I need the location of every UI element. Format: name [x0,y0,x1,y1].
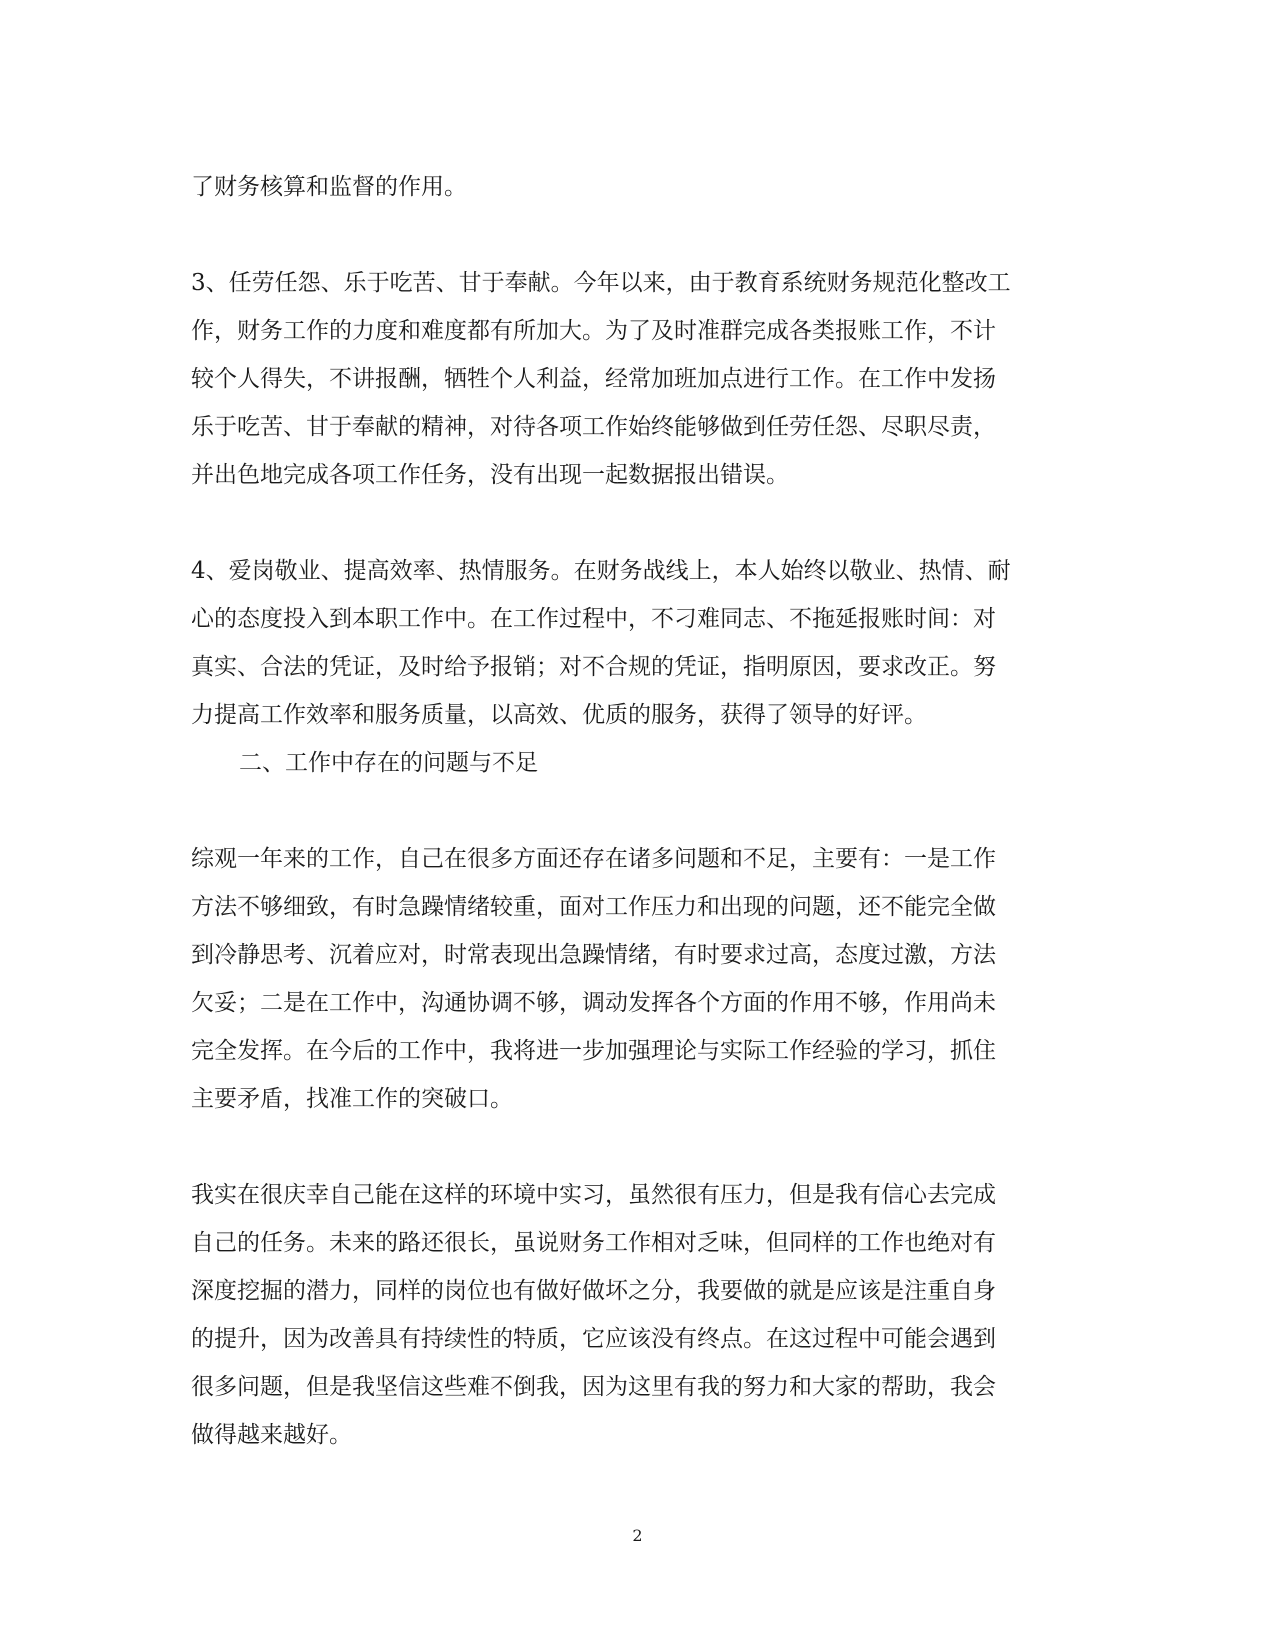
text-line: 的提升，因为改善具有持续性的特质，它应该没有终点。在这过程中可能会遇到 [191,1326,996,1352]
text-line: 我实在很庆幸自己能在这样的环境中实习，虽然很有压力，但是我有信心去完成 [191,1182,996,1208]
text-line: 力提高工作效率和服务质量，以高效、优质的服务，获得了领导的好评。 [191,702,927,728]
text-line: 方法不够细致，有时急躁情绪较重，面对工作压力和出现的问题，还不能完全做 [191,894,996,920]
text-line: 做得越来越好。 [191,1422,352,1448]
text-line: 4、爱岗敬业、提高效率、热情服务。在财务战线上，本人始终以敬业、热情、耐 [191,558,1011,584]
section-heading: 二、工作中存在的问题与不足 [239,750,538,776]
text-line: 完全发挥。在今后的工作中，我将进一步加强理论与实际工作经验的学习，抓住 [191,1038,996,1064]
text-line: 真实、合法的凭证，及时给予报销；对不合规的凭证，指明原因，要求改正。努 [191,654,996,680]
text-line: 心的态度投入到本职工作中。在工作过程中，不刁难同志、不拖延报账时间：对 [191,606,996,632]
text-line: 综观一年来的工作，自己在很多方面还存在诸多问题和不足，主要有：一是工作 [191,846,996,872]
paragraph-point-4 [191,547,1075,739]
text-line: 深度挖掘的潜力，同样的岗位也有做好做坏之分，我要做的就是应该是注重自身 [191,1278,996,1304]
page-number: 2 [632,1526,643,1545]
text-line: 了财务核算和监督的作用。 [191,174,467,200]
text-line: 3、任劳任怨、乐于吃苦、甘于奉献。今年以来，由于教育系统财务规范化整改工 [191,270,1011,296]
text-line: 乐于吃苦、甘于奉献的精神，对待各项工作始终能够做到任劳任怨、尽职尽责， [191,414,996,440]
text-line: 并出色地完成各项工作任务，没有出现一起数据报出错误。 [191,462,789,488]
text-line: 自己的任务。未来的路还很长，虽说财务工作相对乏味，但同样的工作也绝对有 [191,1230,996,1256]
text-line: 很多问题，但是我坚信这些难不倒我，因为这里有我的努力和大家的帮助，我会 [191,1374,996,1400]
text-line: 欠妥；二是在工作中，沟通协调不够，调动发挥各个方面的作用不够，作用尚未 [191,990,996,1016]
paragraph-gap [191,1123,1075,1171]
body-text [191,163,1075,1459]
paragraph-gap [191,211,1075,259]
paragraph-continuation [191,163,1075,211]
paragraph-closing [191,1171,1075,1459]
paragraph-gap [191,787,1075,835]
text-line: 到冷静思考、沉着应对，时常表现出急躁情绪，有时要求过高，态度过激，方法 [191,942,996,968]
text-line: 主要矛盾，找准工作的突破口。 [191,1086,513,1112]
paragraph-problems [191,835,1075,1123]
paragraph-gap [191,499,1075,547]
paragraph-point-3 [191,259,1075,499]
text-line: 较个人得失，不讲报酬，牺牲个人利益，经常加班加点进行工作。在工作中发扬 [191,366,996,392]
text-line: 作，财务工作的力度和难度都有所加大。为了及时准群完成各类报账工作，不计 [191,318,996,344]
